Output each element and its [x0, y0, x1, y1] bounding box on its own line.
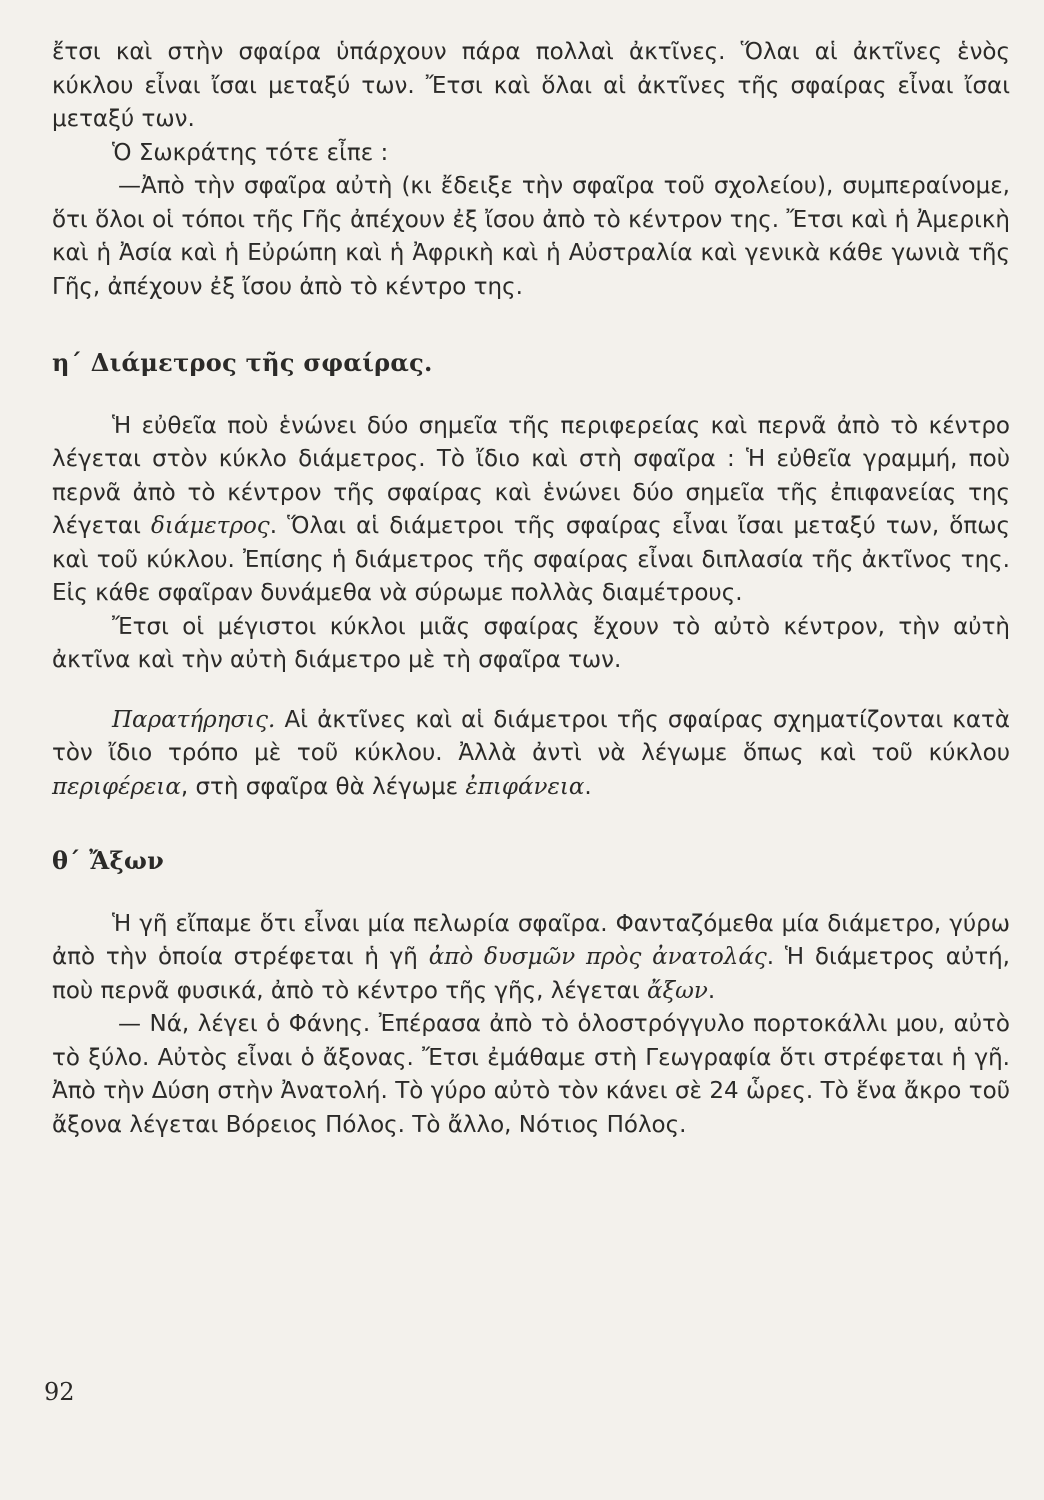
page-body [52, 36, 1010, 1142]
section-heading: η΄ Διάμετρος τῆς σφαίρας. [52, 348, 433, 377]
text-run: Ἡ εὐθεῖα ποὺ ἑνώνει δύο σημεῖα τῆς περιφερείας καὶ περνᾶ ἀπὸ τὸ κέντρο λέγεται στὸν κύκλο διάμετρος. Τὸ ἴδιο καὶ στὴ σφαῖρα : Ἡ εὐθεῖα γραμμή, ποὺ περνᾶ ἀπὸ τὸ κέντρον τῆς σφαίρας καὶ ἑνώνει δύο σημεῖα τῆς ἐπιφανείας της λέγεται [52, 412, 1010, 539]
note-label: Παρατήρησις. [112, 706, 276, 733]
paragraph [52, 410, 1010, 611]
paragraph: — Νά, λέγει ὁ Φάνης. Ἐπέρασα ἀπὸ τὸ ὁλοστρόγγυλο πορτοκάλλι μου, αὐτὸ τὸ ξύλο. Αὐτὸς εἶναι ὁ ἄξονας. Ἔτσι ἐμάθαμε στὴ Γεωγραφία ὅτι στρέφεται ἡ γῆ. Ἀπὸ τὴν Δύση στὴν Ἀνατολή. Τὸ γύρο αὐτὸ τὸν κάνει σὲ 24 ὧρες. Τὸ ἕνα ἄκρο τοῦ ἄξονα λέγεται Βόρειος Πόλος. Τὸ ἄλλο, Νότιος Πόλος. [52, 1011, 1010, 1138]
italic-term: διάμετρος [151, 513, 270, 539]
paragraph: ἔτσι καὶ στὴν σφαίρα ὑπάρχουν πάρα πολλαὶ ἀκτῖνες. Ὅλαι αἱ ἀκτῖνες ἑνὸς κύκλου εἶναι ἴσαι μεταξύ των. Ἔτσι καὶ ὅλαι αἱ ἀκτῖνες τῆς σφαίρας εἶναι ἴσαι μεταξύ των. [52, 39, 1010, 132]
italic-term: ἐπιφάνεια [465, 773, 585, 800]
paragraph: Ὁ Σωκράτης τότε εἶπε : [112, 139, 389, 166]
paragraph: Ἔτσι οἱ μέγιστοι κύκλοι μιᾶς σφαίρας ἔχουν τὸ αὐτὸ κέντρον, τὴν αὐτὴ ἀκτῖνα καὶ τὴν αὐτὴ διάμετρο μὲ τὴ σφαῖρα των. [52, 613, 1010, 673]
paragraph: —Ἀπὸ τὴν σφαῖρα αὐτὴ (κι ἔδειξε τὴν σφαῖρα τοῦ σχολείου), συμπεραίνομε, ὅτι ὅλοι οἱ τόποι τῆς Γῆς ἀπέχουν ἐξ ἴσου ἀπὸ τὸ κέντρον της. Ἔτσι καὶ ἡ Ἀμερικὴ καὶ ἡ Ἀσία καὶ ἡ Εὐρώπη καὶ ἡ Ἀφρικὴ καὶ ἡ Αὐστραλία καὶ γενικὰ κάθε γωνιὰ τῆς Γῆς, ἀπέχουν ἐξ ἴσου ἀπὸ τὸ κέντρο της. [52, 173, 1010, 300]
paragraph [52, 908, 1010, 1009]
text-run: . [707, 977, 716, 1004]
text-run: . Ὅλαι αἱ διάμετροι τῆς σφαίρας εἶναι ἴσαι μεταξύ των, ὅπως καὶ τοῦ κύκλου. Ἐπίσης ἡ διάμετρος τῆς σφαίρας εἶναι διπλασία τῆς ἀκτῖνος της. Εἰς κάθε σφαῖραν δυνάμεθα νὰ σύρωμε πολλὰς διαμέτρους. [52, 513, 1010, 606]
note-paragraph [52, 704, 1010, 805]
text-run: Ἡ γῆ εἴπαμε ὅτι εἶναι μία πελωρία σφαῖρα. Φανταζόμεθα μία διάμετρο, γύρω ἀπὸ τὴν ὁποία στρέφεται ἡ γῆ [52, 910, 1010, 970]
text-run: . Ἡ διάμετρος αὐτή, ποὺ περνᾶ φυσικά, ἀπὸ τὸ κέντρο τῆς γῆς, λέγεται [52, 944, 1010, 1004]
page-number: 92 [44, 1378, 75, 1406]
italic-term: ἄξων [646, 977, 708, 1004]
italic-term: περιφέρεια [52, 773, 181, 800]
section-heading: θ΄ Ἄξων [52, 846, 165, 875]
italic-term: ἀπὸ δυσμῶν πρὸς ἀνατολάς [428, 944, 767, 970]
text-run: Αἱ ἀκτῖνες καὶ αἱ διάμετροι τῆς σφαίρας σχηματίζονται κατὰ τὸν ἴδιο τρόπο μὲ τοῦ κύκλου. Ἀλλὰ ἀντὶ νὰ λέγωμε ὅπως καὶ τοῦ κύκλου [52, 706, 1010, 766]
text-run: . [584, 773, 592, 800]
text-run: , στὴ σφαῖρα θὰ λέγωμε [180, 773, 466, 800]
